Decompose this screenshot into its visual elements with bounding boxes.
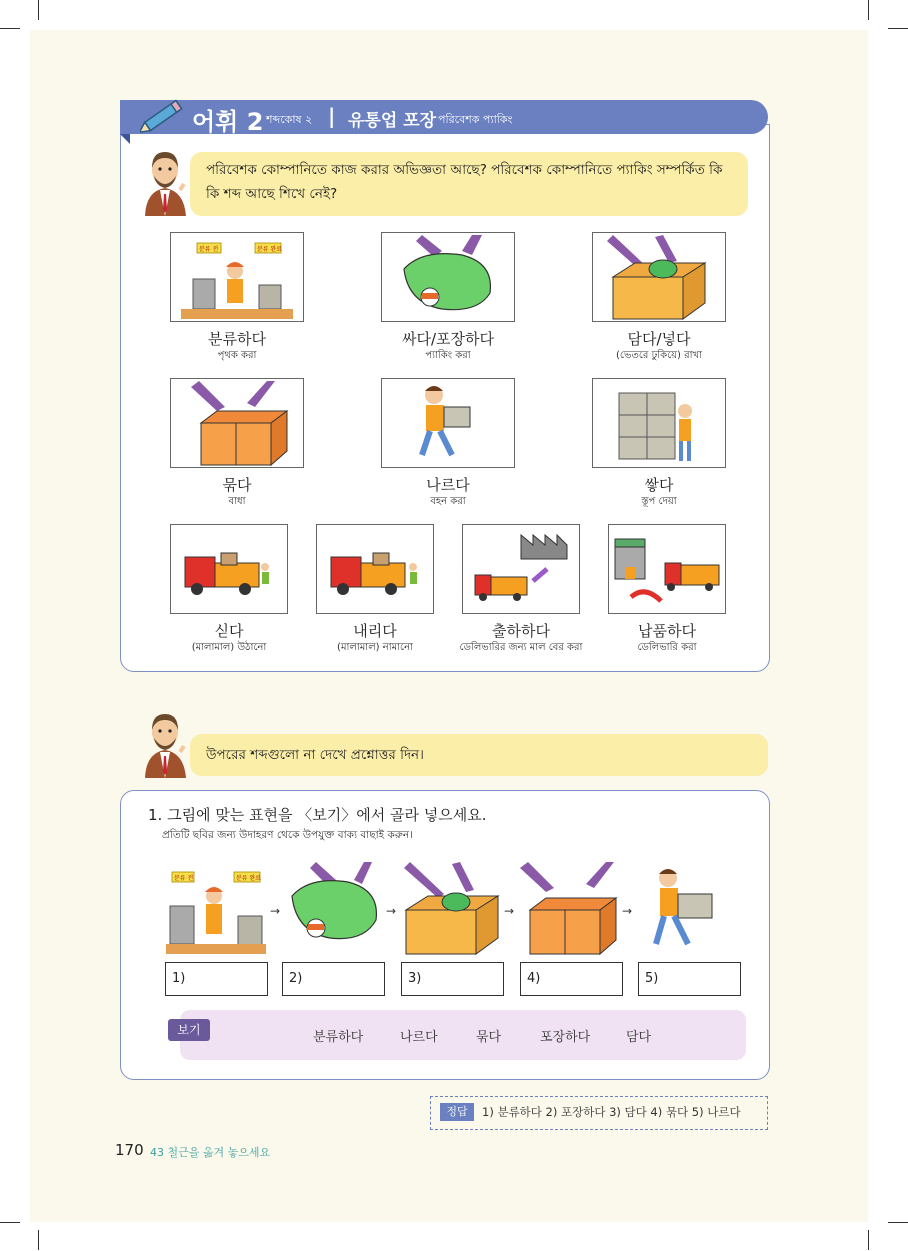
vocab-meaning: ডেলিভারি করা xyxy=(637,642,697,653)
sequence-arrow: → xyxy=(622,904,633,918)
sign-label-left: 분류 전 xyxy=(199,246,219,253)
sequence-arrow: → xyxy=(270,904,281,918)
vocab-meaning: পৃথক করা xyxy=(217,350,257,361)
vocab-meaning: বাধা xyxy=(228,496,246,507)
exercise-picture-tying xyxy=(520,862,620,956)
example-word: 묶다 xyxy=(476,1030,502,1045)
vocab-word: 납품하다 xyxy=(638,622,696,640)
vocab-word: 쌓다 xyxy=(644,476,674,494)
vocab-word: 내리다 xyxy=(353,622,397,640)
crop-mark xyxy=(0,28,20,29)
sign-label-right: 분류 완료 xyxy=(236,875,262,882)
crop-mark xyxy=(888,1222,908,1223)
vocab-word: 싸다/포장하다 xyxy=(402,330,494,348)
teacher-avatar xyxy=(140,708,190,778)
exercise-picture-wrapping xyxy=(286,862,382,948)
vocab-meaning: (মালামাল) উঠানো xyxy=(191,642,267,653)
vocab-word: 묶다 xyxy=(222,476,252,494)
topic-subtitle: পরিবেশক প্যাকিং xyxy=(438,113,513,126)
picture-unloading xyxy=(316,524,434,614)
exercise-picture-sorting xyxy=(166,864,270,956)
crop-mark xyxy=(38,0,39,20)
answer-key-label: 정답 xyxy=(440,1103,474,1121)
vocab-header xyxy=(120,100,768,134)
example-word: 담다 xyxy=(626,1030,652,1045)
picture-wrapping xyxy=(381,232,515,322)
example-box xyxy=(180,1010,746,1060)
answer-key-text: 1) 분류하다 2) 포장하다 3) 담다 4) 묶다 5) 나르다 xyxy=(482,1105,741,1119)
vocab-word: 싣다 xyxy=(214,622,244,640)
sequence-arrow: → xyxy=(386,904,397,918)
vocab-word: 출하하다 xyxy=(492,622,550,640)
page-number: 170 xyxy=(115,1141,144,1159)
sequence-arrow: → xyxy=(504,904,515,918)
exercise-picture-putting-in xyxy=(402,862,502,956)
vocab-meaning: ডেলিভারির জন্য মাল বের করা xyxy=(459,642,583,653)
exercise-picture-carrying xyxy=(648,864,720,950)
header-separator: | xyxy=(328,104,336,128)
pencil-icon xyxy=(140,96,188,134)
picture-shipping xyxy=(462,524,580,614)
crop-mark xyxy=(38,1230,39,1250)
picture-sorting xyxy=(170,232,304,322)
answer-input-2[interactable]: 2) xyxy=(282,962,385,996)
answer-input-1[interactable]: 1) xyxy=(165,962,268,996)
sign-label-right: 분류 완료 xyxy=(257,246,283,253)
picture-loading xyxy=(170,524,288,614)
example-label: 보기 xyxy=(168,1019,210,1041)
picture-delivery xyxy=(608,524,726,614)
example-word: 나르다 xyxy=(400,1030,438,1045)
vocab-meaning: প্যাকিং করা xyxy=(425,350,471,361)
vocab-meaning: বহন করা xyxy=(430,496,466,507)
crop-mark xyxy=(868,1230,869,1250)
vocab-meaning: (ভেতরে ঢুকিয়ে) রাখা xyxy=(616,350,702,361)
answer-input-3[interactable]: 3) xyxy=(401,962,504,996)
vocab-word: 분류하다 xyxy=(208,330,266,348)
section-subtitle: শব্দকোষ ২ xyxy=(266,113,313,126)
teacher-avatar xyxy=(140,146,190,216)
chapter-title: 43 철근을 옮겨 놓으세요 xyxy=(150,1146,271,1159)
section-title: 어휘 2 xyxy=(192,108,264,136)
picture-stacking xyxy=(592,378,726,468)
instruction-bubble: উপরের শব্দগুলো না দেখে প্রশ্নোত্তর দিন। xyxy=(190,734,768,776)
vocab-word: 나르다 xyxy=(426,476,470,494)
topic-title: 유통업 포장 xyxy=(348,111,437,131)
vocab-meaning: (মালামাল) নামানো xyxy=(337,642,413,653)
vocab-word: 담다/넣다 xyxy=(627,330,691,348)
picture-putting-in xyxy=(592,232,726,322)
intro-bubble: পরিবেশক কোম্পানিতে কাজ করার অভিজ্ঞতা আছে? পরিবেশক কোম্পানিতে প্যাকিং সম্পর্কিত কি কি শব্দ আছে শিখে নেই? xyxy=(190,152,748,216)
vocab-meaning: স্তূপ দেয়া xyxy=(641,496,677,507)
example-word: 분류하다 xyxy=(313,1030,364,1045)
question-subtitle: প্রতিটি ছবির জন্য উদাহরণ থেকে উপযুক্ত বাক্য বাছাই করুন। xyxy=(162,829,413,841)
crop-mark xyxy=(888,28,908,29)
sign-label-left: 분류 전 xyxy=(174,875,194,882)
crop-mark xyxy=(0,1222,20,1223)
picture-carrying xyxy=(381,378,515,468)
example-word: 포장하다 xyxy=(540,1030,591,1045)
picture-tying xyxy=(170,378,304,468)
question-title: 1. 그림에 맞는 표현을 〈보기〉에서 골라 넣으세요. xyxy=(148,806,487,824)
answer-input-4[interactable]: 4) xyxy=(520,962,623,996)
crop-mark xyxy=(868,0,869,20)
answer-input-5[interactable]: 5) xyxy=(638,962,741,996)
